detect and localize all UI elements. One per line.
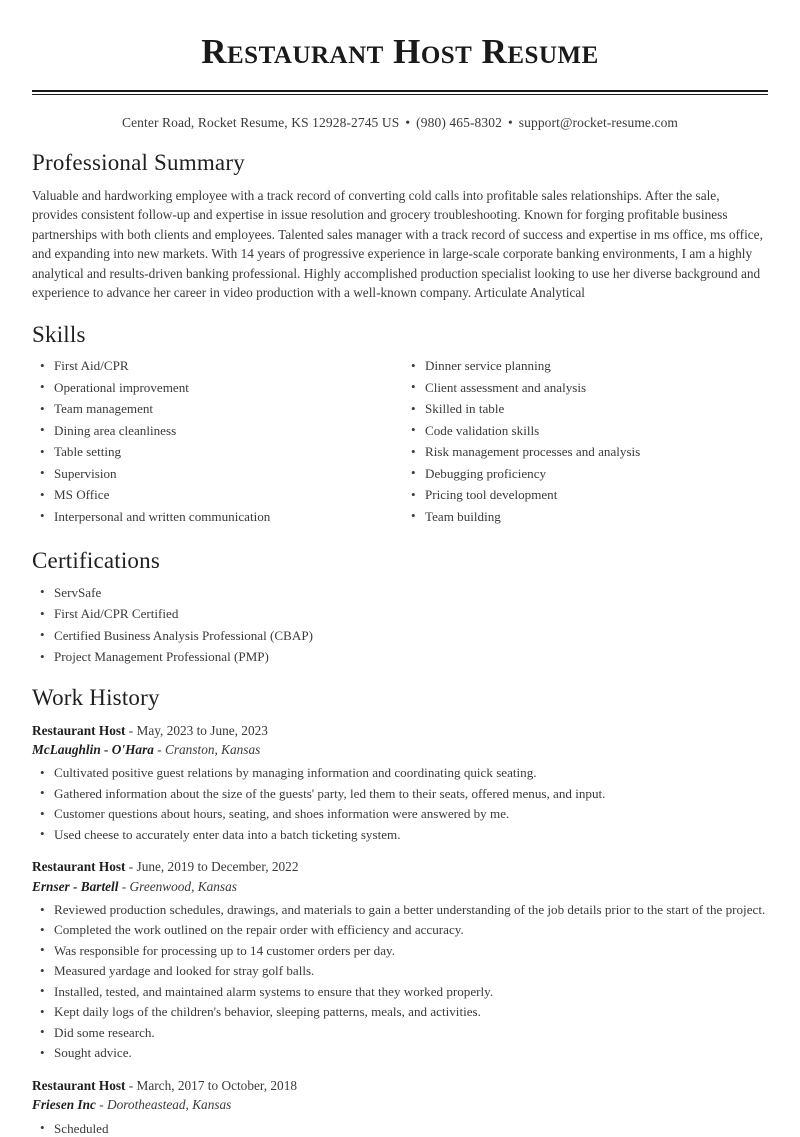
skills-column-right bbox=[400, 357, 768, 529]
list-item: • Was responsible for processing up to 14 customer orders per day. bbox=[32, 942, 768, 960]
list-item: • Pricing tool development bbox=[403, 486, 768, 504]
job-title-line bbox=[32, 721, 768, 740]
job-title-separator: - bbox=[125, 722, 137, 738]
list-item: • Measured yardage and looked for stray golf balls. bbox=[32, 962, 768, 980]
job-company: McLaughlin - O'Hara bbox=[32, 741, 154, 757]
list-item: • Table setting bbox=[32, 443, 400, 461]
job-company-separator: - bbox=[118, 878, 130, 894]
list-item: • Skilled in table bbox=[403, 400, 768, 418]
list-item: • Sought advice. bbox=[32, 1044, 768, 1062]
section-heading-certifications: Certifications bbox=[32, 547, 160, 573]
job-title: Restaurant Host bbox=[32, 722, 126, 738]
list-item: • Installed, tested, and maintained alarm systems to ensure that they worked properly. bbox=[32, 983, 768, 1001]
job-company-line bbox=[32, 1095, 768, 1114]
contact-email: support@rocket-resume.com bbox=[518, 114, 679, 130]
section-skills bbox=[32, 321, 768, 529]
job-bullets bbox=[32, 901, 768, 1062]
work-history-entry bbox=[32, 857, 768, 1062]
job-bullets bbox=[32, 764, 768, 843]
list-item: • MS Office bbox=[32, 486, 400, 504]
section-heading-work-history: Work History bbox=[32, 684, 160, 710]
list-item: • First Aid/CPR bbox=[32, 357, 400, 375]
contact-separator-1: • bbox=[405, 114, 411, 130]
job-title-line bbox=[32, 1076, 768, 1095]
job-company: Ernser - Bartell bbox=[32, 878, 119, 894]
job-title-line bbox=[32, 857, 768, 876]
contact-separator-2: • bbox=[507, 114, 513, 130]
list-item: • Team building bbox=[403, 508, 768, 526]
certifications-list bbox=[32, 584, 768, 666]
section-professional-summary bbox=[32, 149, 768, 303]
list-item: • First Aid/CPR Certified bbox=[32, 605, 768, 623]
list-item: • Dinner service planning bbox=[403, 357, 768, 375]
job-company-line bbox=[32, 877, 768, 896]
job-company: Friesen Inc bbox=[32, 1097, 96, 1113]
list-item: • Risk management processes and analysis bbox=[403, 443, 768, 461]
list-item: • Operational improvement bbox=[32, 379, 400, 397]
work-history-jobs bbox=[32, 721, 768, 1137]
list-item: • Team management bbox=[32, 400, 400, 418]
list-item: • Gathered information about the size of the guests' party, led them to their seats, offered menus, and input. bbox=[32, 785, 768, 803]
list-item: • Cultivated positive guest relations by managing information and coordinating quick seating. bbox=[32, 764, 768, 782]
list-item: • Used cheese to accurately enter data into a batch ticketing system. bbox=[32, 826, 768, 844]
skills-list-right bbox=[403, 357, 768, 525]
list-item: • Reviewed production schedules, drawings, and materials to gain a better understanding of the job details prior to the start of the project. bbox=[32, 901, 768, 919]
job-location: Dorotheastead, Kansas bbox=[107, 1097, 232, 1113]
list-item: • Debugging proficiency bbox=[403, 465, 768, 483]
job-title-separator: - bbox=[125, 859, 137, 875]
contact-info bbox=[32, 115, 768, 131]
job-location: Cranston, Kansas bbox=[164, 741, 261, 757]
section-work-history bbox=[32, 684, 768, 1137]
skills-columns bbox=[32, 357, 768, 529]
contact-phone: (980) 465-8302 bbox=[416, 114, 502, 130]
job-title: Restaurant Host bbox=[32, 1078, 126, 1093]
list-item: • Completed the work outlined on the repair order with efficiency and accuracy. bbox=[32, 921, 768, 939]
job-title-separator: - bbox=[125, 1078, 137, 1093]
work-history-entry bbox=[32, 1076, 768, 1137]
list-item: • Client assessment and analysis bbox=[403, 379, 768, 397]
divider-line-bottom bbox=[32, 94, 768, 95]
list-item: • Certified Business Analysis Professional (CBAP) bbox=[32, 627, 768, 645]
list-item: • ServSafe bbox=[32, 584, 768, 602]
job-title: Restaurant Host bbox=[32, 859, 126, 875]
job-dates: June, 2019 to December, 2022 bbox=[136, 859, 299, 875]
page-title: Restaurant Host Resume bbox=[201, 32, 599, 71]
section-certifications bbox=[32, 547, 768, 666]
list-item: • Code validation skills bbox=[403, 422, 768, 440]
section-heading-summary: Professional Summary bbox=[32, 149, 245, 175]
list-item: • Project Management Professional (PMP) bbox=[32, 648, 768, 666]
job-company-separator: - bbox=[153, 741, 165, 757]
list-item: • Did some research. bbox=[32, 1024, 768, 1042]
work-history-entry bbox=[32, 721, 768, 844]
header-divider bbox=[32, 90, 768, 95]
list-item: • Interpersonal and written communication bbox=[32, 508, 400, 526]
job-dates: May, 2023 to June, 2023 bbox=[136, 722, 268, 738]
skills-list-left bbox=[32, 357, 400, 525]
contact-address: Center Road, Rocket Resume, KS 12928-2745 US bbox=[121, 114, 400, 130]
list-item: • Scheduled bbox=[32, 1120, 768, 1137]
list-item: • Dining area cleanliness bbox=[32, 422, 400, 440]
job-dates: March, 2017 to October, 2018 bbox=[136, 1078, 298, 1093]
job-company-separator: - bbox=[95, 1097, 107, 1113]
job-company-line bbox=[32, 740, 768, 759]
list-item: • Kept daily logs of the children's behavior, sleeping patterns, meals, and activities. bbox=[32, 1003, 768, 1021]
list-item: • Supervision bbox=[32, 465, 400, 483]
job-location: Greenwood, Kansas bbox=[129, 878, 237, 894]
skills-column-left bbox=[32, 357, 400, 529]
list-item: • Customer questions about hours, seating, and shoes information were answered by me. bbox=[32, 805, 768, 823]
job-bullets bbox=[32, 1120, 768, 1137]
section-heading-skills: Skills bbox=[32, 321, 86, 347]
summary-paragraph: Valuable and hardworking employee with a track record of converting cold calls into profitable sales relationships. After the sale, provides consistent follow-up and expertise in issue resolution and grocery troubleshooting. Known for forging profitable business partnerships with both clients and employees. Talented sales manager with a track record of success and expertise in ms office, ms office, and expanding into new markets. With 14 years of progressive experience in large-scale corporate banking environments, I am a highly analytical and results-driven banking professional. Highly accomplished production specialist looking to use her diverse background and experience to advance her career in video production with a well-known company. Articulate Analytical bbox=[32, 187, 763, 301]
